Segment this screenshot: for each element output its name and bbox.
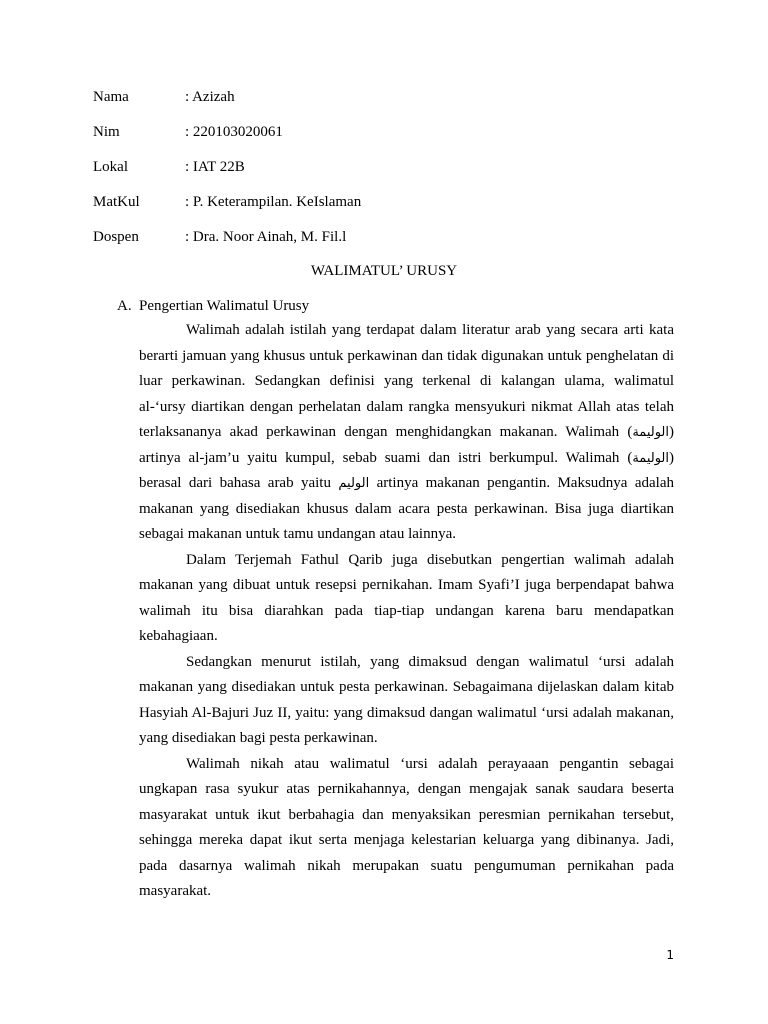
arabic-term-walimah: الوليمة — [632, 425, 669, 440]
info-label: MatKul — [93, 194, 140, 210]
info-row-matkul — [93, 193, 361, 211]
document-title-text: WALIMATUL’ URUSY — [310, 263, 458, 279]
info-value: : 220103020061 — [185, 124, 283, 140]
body-text — [139, 318, 674, 905]
arabic-term-walim: الوليم — [338, 476, 370, 491]
info-value: : Azizah — [185, 89, 235, 105]
info-row-nim — [93, 123, 283, 141]
paragraph-3: Sedangkan menurut istilah, yang dimaksud dengan walimatul ‘ursi adalah makanan yang disediakan untuk pesta perkawinan. Sebagaimana dijelaskan dalam kitab Hasyiah Al-Bajuri Juz II, yaitu: yang dimaksud dangan walimatul ‘ursi adalah makanan, yang disediakan bagi pesta perkawinan. — [139, 653, 674, 746]
section-letter: A. — [117, 298, 132, 314]
document-title — [0, 262, 768, 280]
info-value: : Dra. Noor Ainah, M. Fil.l — [185, 229, 347, 245]
arabic-term-walimah: الوليمة — [632, 450, 669, 466]
info-row-nama — [93, 88, 235, 106]
info-label: Dospen — [93, 229, 139, 245]
paragraph-1 — [139, 318, 674, 548]
page-number: 1 — [666, 948, 674, 962]
info-label: Nim — [93, 124, 120, 140]
paragraph-2: Dalam Terjemah Fathul Qarib juga disebutkan pengertian walimah adalah makanan yang dibuat untuk resepsi pernikahan. Imam Syafi’I juga berpendapat bahwa walimah itu bisa diarahkan pada tiap-tiap undangan karena baru mendapatkan kebahagiaan. — [139, 551, 674, 644]
info-value: : IAT 22B — [185, 159, 245, 175]
paragraph-1-text-d: artinya makanan pengantin. Maksudnya adalah makanan yang disediakan khusus dalam acara pesta perkawinan. Bisa juga diartikan sebagai makanan untuk tamu undangan atau lainnya. — [139, 475, 674, 542]
paragraph-4: Walimah nikah atau walimatul ‘ursi adalah perayaaan pengantin sebagai ungkapan rasa syukur atas pernikahannya, dengan mengajak sanak saudara beserta masyarakat untuk ikut berbahagia dan menyaksikan peresmian pernikahan tersebut, sehingga mereka dapat ikut serta menjaga kelestarian keluarga yang dibinanya. Jadi, pada dasarnya walimah nikah merupakan suatu pengumuman pernikahan pada masyarakat. — [139, 755, 674, 899]
info-label: Lokal — [93, 159, 128, 175]
paragraph-1-text-c: ) berasal dari bahasa arab yaitu — [139, 449, 674, 491]
paragraph-1-text-b: ) artinya al-jam’u yaitu kumpul, sebab suami dan istri berkumpul. Walimah ( — [139, 424, 674, 466]
info-label: Nama — [93, 89, 129, 105]
info-row-dospen — [93, 228, 346, 246]
section-heading-text: Pengertian Walimatul Urusy — [139, 298, 310, 314]
info-value: : P. Keterampilan. KeIslaman — [185, 194, 362, 210]
paragraph-1-text-a: Walimah adalah istilah yang terdapat dalam literatur arab yang secara arti kata berarti jamuan yang khusus untuk perkawinan dan tidak digunakan untuk penghelatan di luar perkawinan. Sedangkan definisi yang terkenal di kalangan ulama, walimatul al-‘ursy diartikan dengan perhelatan dalam rangka mensyukuri nikmat Allah atas telah terlaksananya akad perkawinan dengan menghidangkan makanan. Walimah ( — [139, 322, 674, 440]
info-row-lokal — [93, 158, 245, 176]
section-heading — [117, 297, 309, 315]
